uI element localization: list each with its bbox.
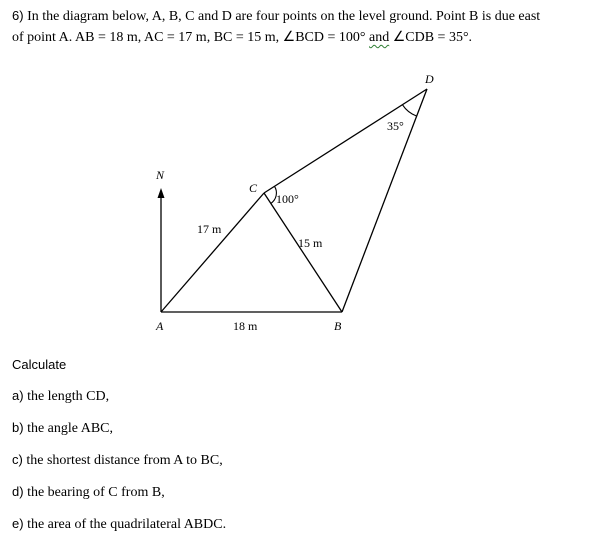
part-e <box>12 516 226 533</box>
side-bd <box>342 89 427 312</box>
part-a-text: the length CD, <box>27 389 110 404</box>
question-and: and <box>369 30 390 45</box>
label-d: D <box>425 72 434 86</box>
part-b <box>12 420 113 437</box>
part-a-label: a) <box>12 388 24 403</box>
question-text-2: of point A. AB = 18 m, AC = 17 m, BC = 15 m, ∠BCD = 100° <box>12 30 366 45</box>
question-text-3: ∠CDB = 35°. <box>392 30 473 45</box>
label-angle-bcd: 100° <box>276 192 299 206</box>
part-e-label: e) <box>12 516 24 531</box>
part-c-text: the shortest distance from A to BC, <box>26 453 223 468</box>
question-number: 6) <box>12 8 24 23</box>
part-b-label: b) <box>12 420 24 435</box>
part-d-label: d) <box>12 484 24 499</box>
side-ac <box>161 193 264 312</box>
label-n: N <box>156 168 165 182</box>
label-b: B <box>334 319 342 333</box>
angle-cdb-arc <box>402 105 416 116</box>
north-arrowhead <box>158 188 165 198</box>
part-b-text: the angle ABC, <box>27 421 113 436</box>
part-d-text: the bearing of C from B, <box>27 485 165 500</box>
label-a: A <box>156 319 164 333</box>
part-a <box>12 388 109 405</box>
label-angle-cdb: 35° <box>387 119 404 133</box>
side-cd <box>264 89 427 193</box>
label-bc-length: 15 m <box>298 236 323 250</box>
label-ab-length: 18 m <box>233 319 258 333</box>
question-text-1: In the diagram below, A, B, C and D are four points on the level ground. Point B is due east <box>27 9 541 24</box>
label-ac-length: 17 m <box>197 222 222 236</box>
part-e-text: the area of the quadrilateral ABDC. <box>27 517 227 532</box>
label-c: C <box>249 181 258 195</box>
side-bc <box>264 193 342 312</box>
part-c-label: c) <box>12 452 23 467</box>
part-d <box>12 484 165 501</box>
part-c <box>12 452 223 469</box>
calculate-heading: Calculate <box>12 357 67 372</box>
